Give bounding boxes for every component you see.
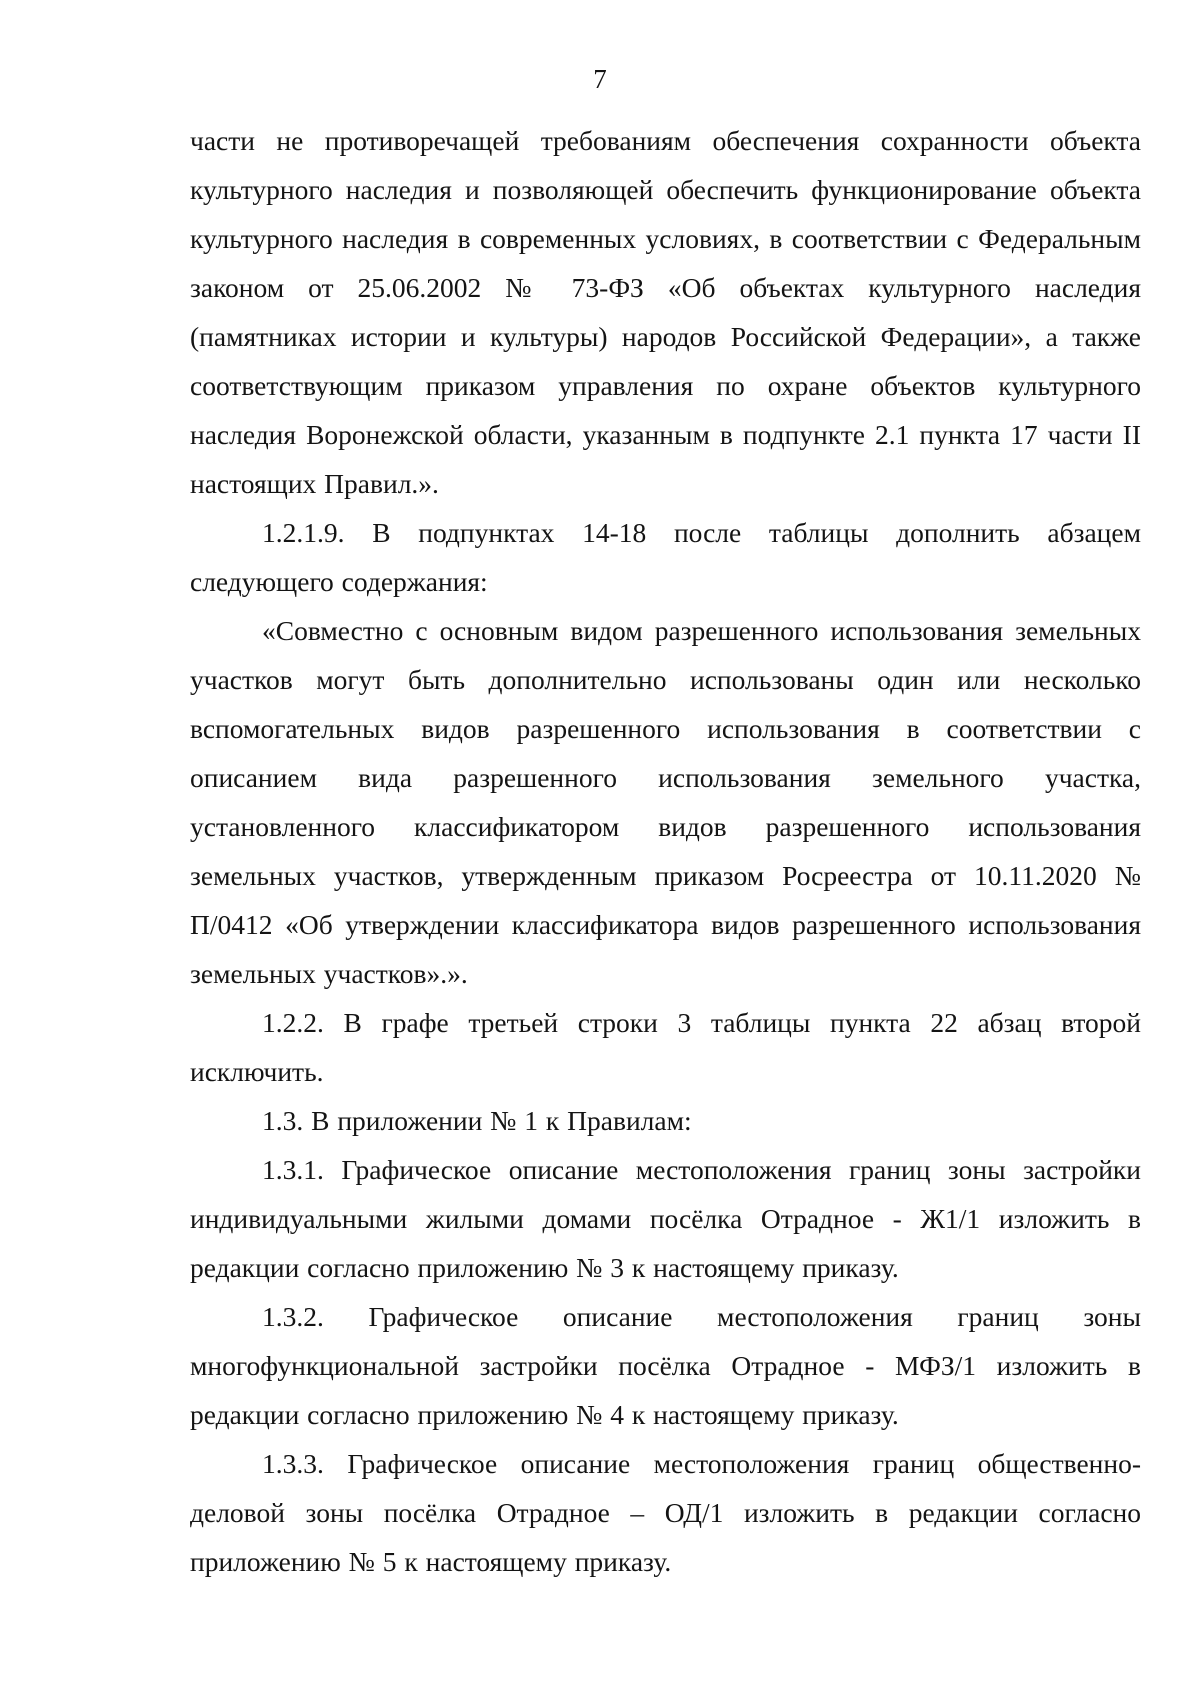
paragraph-continuation: части не противоречащей требованиям обеспечения сохранности объекта культурного наследия и позволяющей обеспечить функционирование объекта культурного наследия в современных условиях, в соответствии с Федеральным законом от 25.06.2002 № 73-ФЗ «Об объектах культурного наследия (памятниках истории и культуры) народов Российской Федерации», а также соответствующим приказом управления по охране объектов культурного наследия Воронежской области, указанным в подпункте 2.1 пункта 17 части II настоящих Правил.». xyxy=(190,125,1141,499)
paragraph-1-3-1: 1.3.1. Графическое описание местоположения границ зоны застройки индивидуальными жилыми домами посёлка Отрадное - Ж1/1 изложить в редакции согласно приложению № 3 к настоящему приказу. xyxy=(190,1154,1141,1283)
paragraph-1-3-3: 1.3.3. Графическое описание местоположения границ общественно-деловой зоны посёлка Отрадное – ОД/1 изложить в редакции согласно приложению № 5 к настоящему приказу. xyxy=(190,1448,1141,1577)
document-body xyxy=(190,116,1141,1586)
paragraph-1-3: 1.3. В приложении № 1 к Правилам: xyxy=(262,1105,692,1136)
paragraph-1-2-2: 1.2.2. В графе третьей строки 3 таблицы пункта 22 абзац второй исключить. xyxy=(190,1007,1141,1087)
page-number: 7 xyxy=(593,64,607,94)
paragraph-1-2-1-9: 1.2.1.9. В подпунктах 14-18 после таблицы дополнить абзацем следующего содержания: xyxy=(190,517,1141,597)
paragraph-quoted-addition: «Совместно с основным видом разрешенного использования земельных участков могут быть дополнительно использованы один или несколько вспомогательных видов разрешенного использования в соответствии с описанием вида разрешенного использования земельного участка, установленного классификатором видов разрешенного использования земельных участков, утвержденным приказом Росреестра от 10.11.2020 № П/0412 «Об утверждении классификатора видов разрешенного использования земельных участков».». xyxy=(190,615,1141,989)
paragraph-1-3-2: 1.3.2. Графическое описание местоположения границ зоны многофункциональной застройки посёлка Отрадное - МФЗ/1 изложить в редакции согласно приложению № 4 к настоящему приказу. xyxy=(190,1301,1141,1430)
